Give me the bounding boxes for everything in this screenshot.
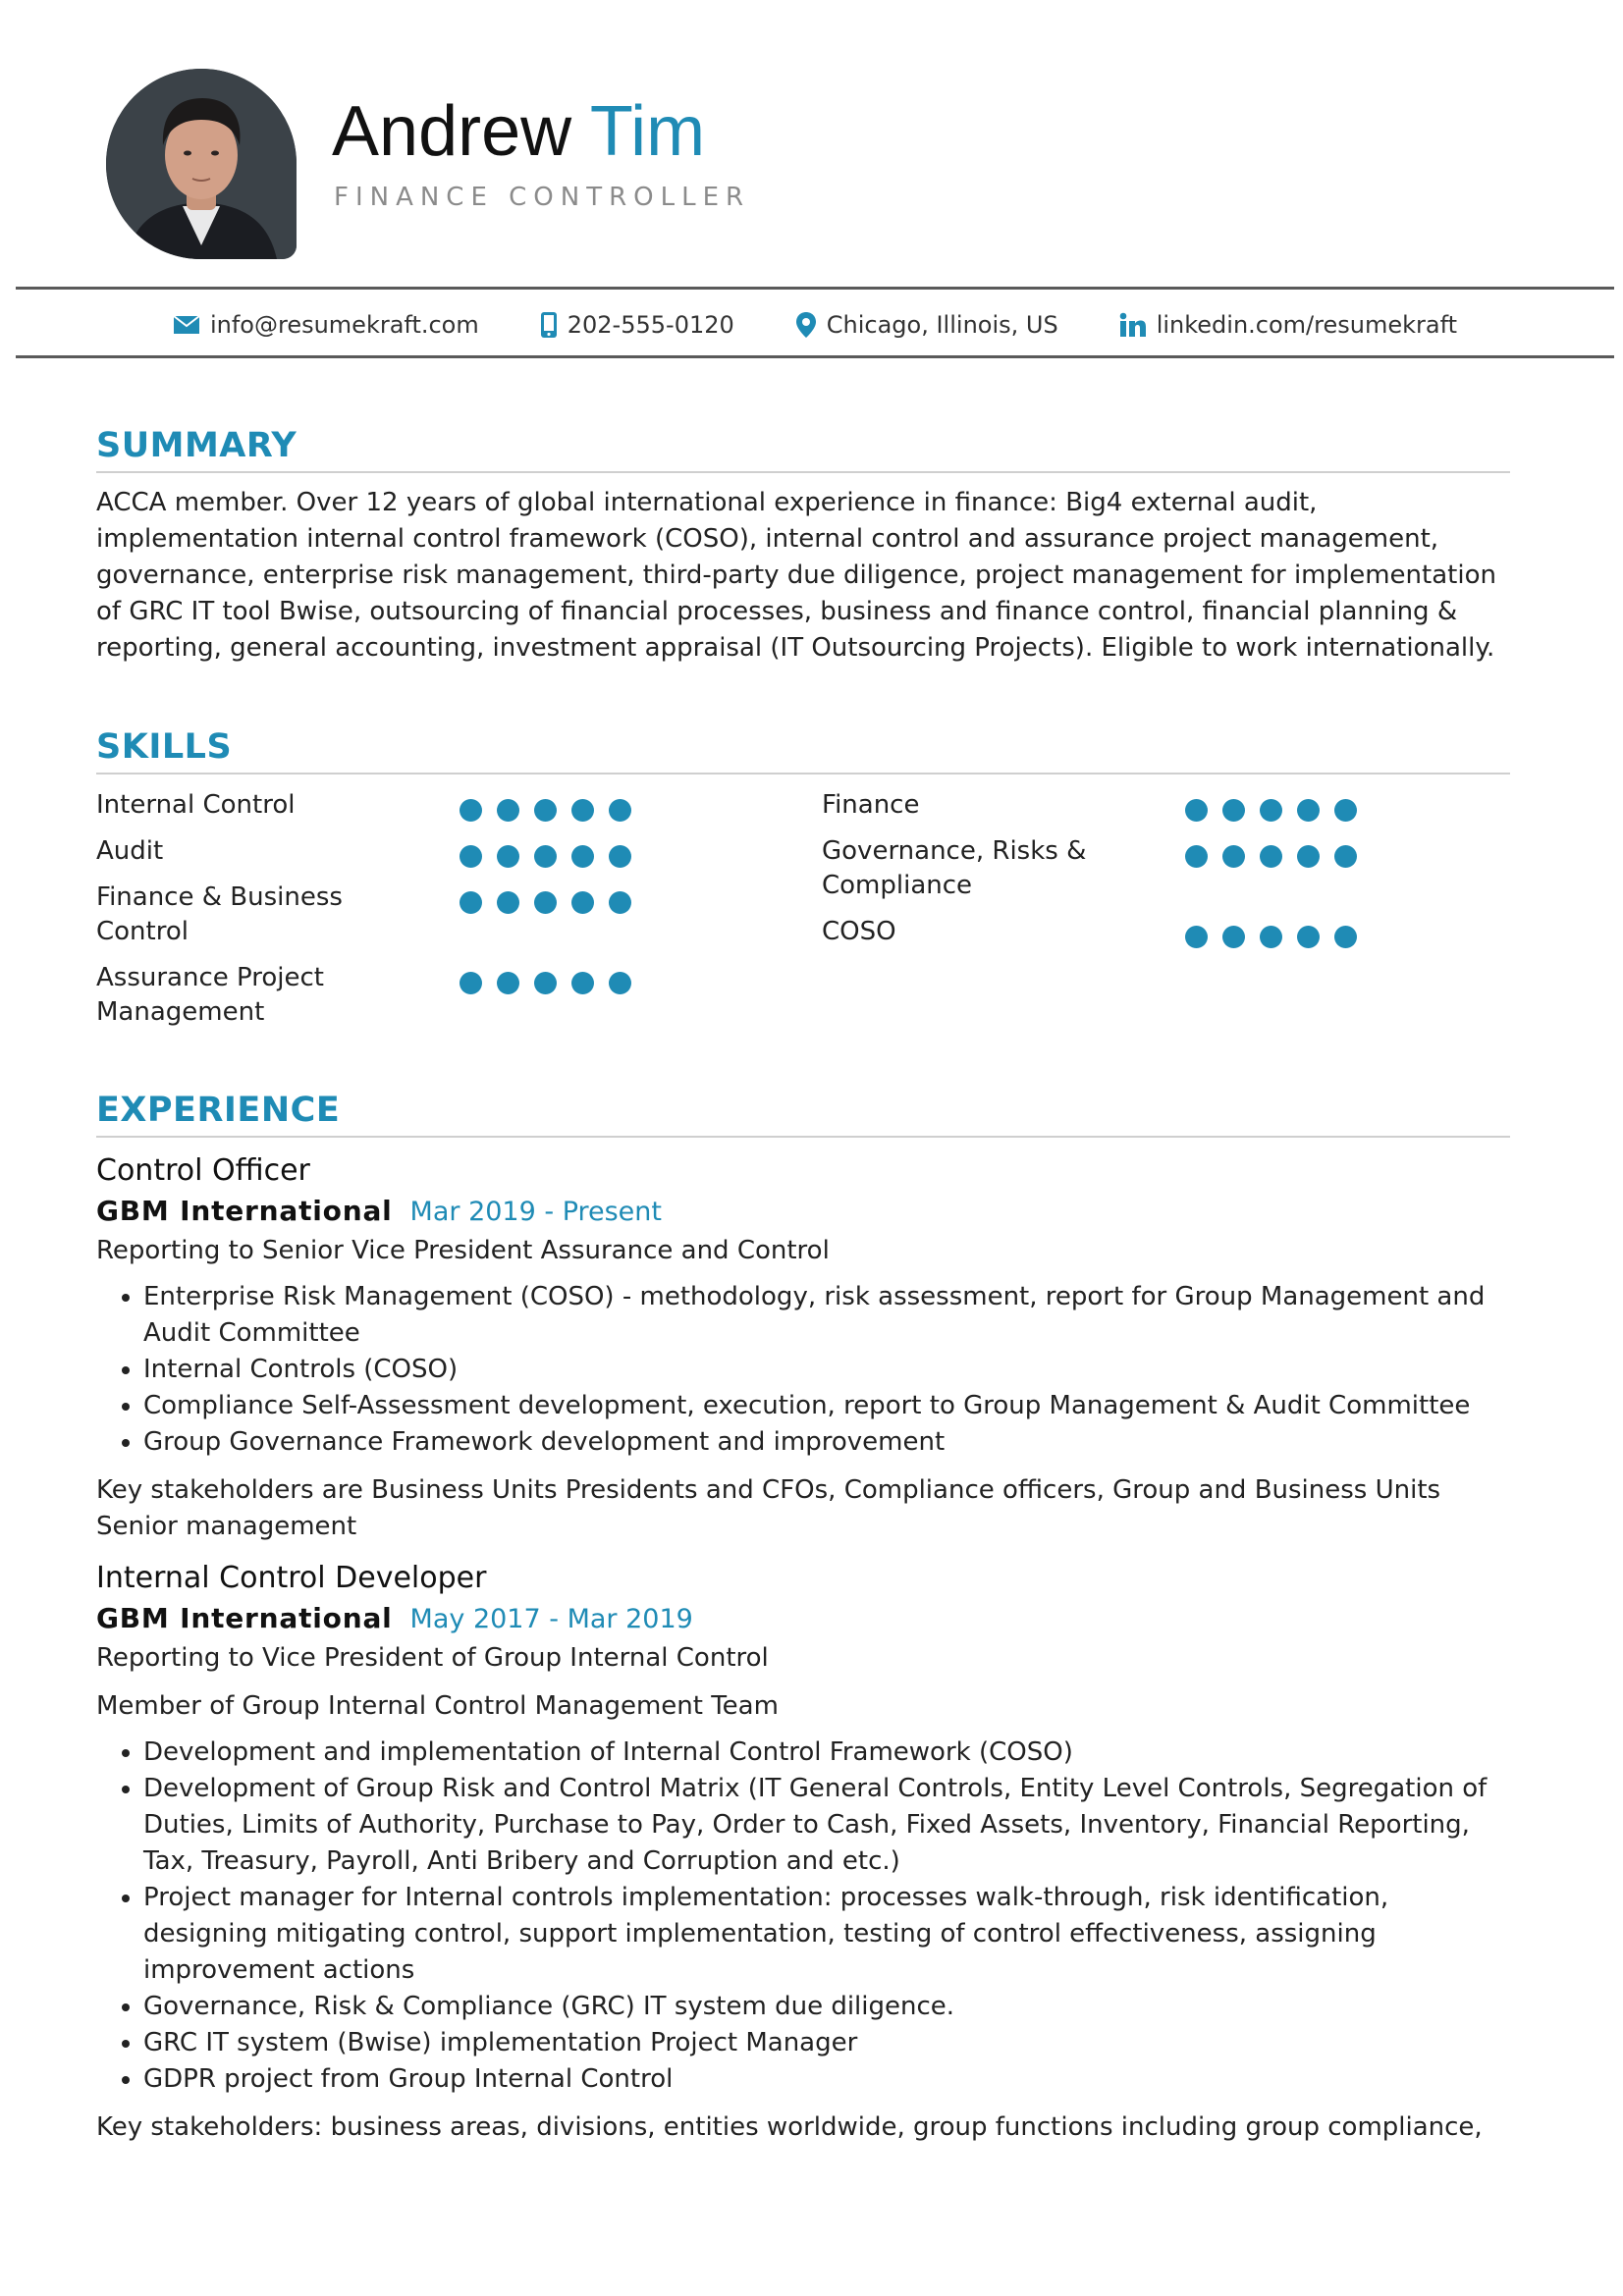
skill-name: COSO [822,917,896,946]
email-icon [173,315,200,335]
skill-rating [1185,834,1357,868]
rating-dot [497,845,519,868]
job-stakeholders: Key stakeholders are Business Units Presidents and CFOs, Compliance officers, Group and Business Units Senior management [96,1475,1441,1541]
summary-heading: SUMMARY [96,422,1510,473]
avatar [106,69,297,259]
rating-dot [460,845,482,868]
company-name: GBM International [96,1602,393,1634]
skills-grid [96,788,1510,1030]
header-bottom-rule [16,355,1614,358]
bullet-item: • GDPR project from Group Internal Control [143,2061,1510,2098]
skill-name: Assurance Project Management [96,963,324,1027]
rating-dot [460,799,482,822]
candidate-name [332,86,705,177]
contact-bar [16,291,1614,359]
summary-text: ACCA member. Over 12 years of global international experience in finance: Big4 external audit, implementation internal control framework (COSO), internal control and assurance project management, governance, enterprise risk management, third-party due diligence, project management for implementation of GRC IT tool Bwise, outsourcing of financial processes, business and finance control, financial planning & reporting, general accounting, investment appraisal (IT Outsourcing Projects). Eligible to work internationally. [96,488,1496,663]
last-name: Tim [589,92,706,171]
skill-rating [460,834,631,868]
profile-photo [106,69,297,259]
rating-dot [571,845,594,868]
rating-dot [1297,799,1320,822]
skills-section [96,723,1510,1030]
skill-rating [460,788,631,822]
job-company-line [96,1195,1510,1227]
rating-dot [1260,926,1282,948]
skill-item [96,881,784,949]
skill-name: Internal Control [96,790,296,820]
phone-text: 202-555-0120 [567,311,734,339]
linkedin-text: linkedin.com/resumekraft [1156,311,1458,339]
rating-dot [1260,845,1282,868]
rating-dot [534,799,557,822]
rating-dot [534,845,557,868]
job-title-header: FINANCE CONTROLLER [334,183,751,212]
skill-rating [460,961,631,994]
bullet-item: • Governance, Risk & Compliance (GRC) IT system due diligence. [143,1989,1510,2025]
job-dates: Mar 2019 - Present [409,1197,662,1227]
job-title: Internal Control Developer [96,1561,487,1595]
skills-right-column [822,788,1510,1030]
first-name: Andrew [332,92,572,171]
job-title: Control Officer [96,1153,310,1188]
rating-dot [534,891,557,914]
job-bullets [96,1279,1510,1461]
resume-body [96,422,1510,2146]
linkedin-icon [1119,312,1147,338]
rating-dot [609,972,631,994]
bullet-item: • Project manager for Internal controls implementation: processes walk-through, risk identification, designing mitigating control, support implementation, testing of control effectiveness, assigning improvement actions [143,1880,1510,1989]
rating-dot [1334,845,1357,868]
bullet-item: • Internal Controls (COSO) [143,1352,1510,1388]
rating-dot [497,799,519,822]
job-dates: May 2017 - Mar 2019 [409,1604,693,1634]
summary-section [96,422,1510,667]
skill-item [96,834,784,869]
rating-dot [1185,926,1208,948]
rating-dot [609,891,631,914]
skill-item [822,915,1510,949]
job-entry [96,1559,1510,2146]
skill-rating [1185,788,1357,822]
job-reporting: Reporting to Senior Vice President Assurance and Control [96,1236,830,1265]
skill-name: Finance [822,790,920,820]
job-entry [96,1151,1510,1545]
phone-icon [540,311,558,339]
rating-dot [460,891,482,914]
rating-dot [571,972,594,994]
rating-dot [1222,845,1245,868]
rating-dot [1297,845,1320,868]
header-top-rule [16,287,1614,290]
job-bullets [96,1735,1510,2098]
job-reporting: Reporting to Vice President of Group Internal Control [96,1643,769,1673]
bullet-item: • Development and implementation of Internal Control Framework (COSO) [143,1735,1510,1771]
location-text: Chicago, Illinois, US [826,311,1058,339]
rating-dot [1260,799,1282,822]
bullet-item: • Enterprise Risk Management (COSO) - methodology, risk assessment, report for Group Management and Audit Committee [143,1279,1510,1352]
contact-linkedin[interactable] [1119,311,1457,339]
bullet-item: • Development of Group Risk and Control Matrix (IT General Controls, Entity Level Controls, Segregation of Duties, Limits of Authority, Purchase to Pay, Order to Cash, Fixed Assets, Inventory, Financial Reporting, Tax, Treasury, Payroll, Anti Bribery and Corruption and etc.) [143,1771,1510,1880]
job-stakeholders: Key stakeholders: business areas, divisions, entities worldwide, group functions including group compliance, [96,2112,1483,2142]
skill-rating [460,881,631,914]
rating-dot [571,799,594,822]
email-text: info@resumekraft.com [209,311,479,339]
contact-location [795,311,1058,339]
skill-name: Governance, Risks & Compliance [822,836,1087,900]
skill-rating [1185,915,1357,948]
rating-dot [1185,845,1208,868]
bullet-item: • Group Governance Framework development and improvement [143,1424,1510,1461]
skill-name: Audit [96,836,164,866]
rating-dot [497,972,519,994]
skills-left-column [96,788,784,1030]
rating-dot [460,972,482,994]
skill-item [822,834,1510,903]
rating-dot [497,891,519,914]
contact-phone[interactable] [540,311,734,339]
rating-dot [1185,799,1208,822]
company-name: GBM International [96,1195,393,1227]
rating-dot [609,799,631,822]
rating-dot [1334,799,1357,822]
rating-dot [1222,926,1245,948]
experience-section [96,1087,1510,2146]
skill-item [822,788,1510,823]
job-member: Member of Group Internal Control Management Team [96,1691,779,1721]
rating-dot [1297,926,1320,948]
skill-name: Finance & Business Control [96,882,343,946]
rating-dot [1334,926,1357,948]
skills-heading: SKILLS [96,723,1510,774]
skill-item [96,961,784,1030]
rating-dot [1222,799,1245,822]
experience-heading: EXPERIENCE [96,1087,1510,1138]
location-pin-icon [795,311,817,339]
bullet-item: • GRC IT system (Bwise) implementation Project Manager [143,2025,1510,2061]
rating-dot [609,845,631,868]
job-company-line [96,1602,1510,1634]
rating-dot [571,891,594,914]
rating-dot [534,972,557,994]
bullet-item: • Compliance Self-Assessment development, execution, report to Group Management & Audit Committee [143,1388,1510,1424]
contact-email[interactable] [173,311,479,339]
skill-item [96,788,784,823]
